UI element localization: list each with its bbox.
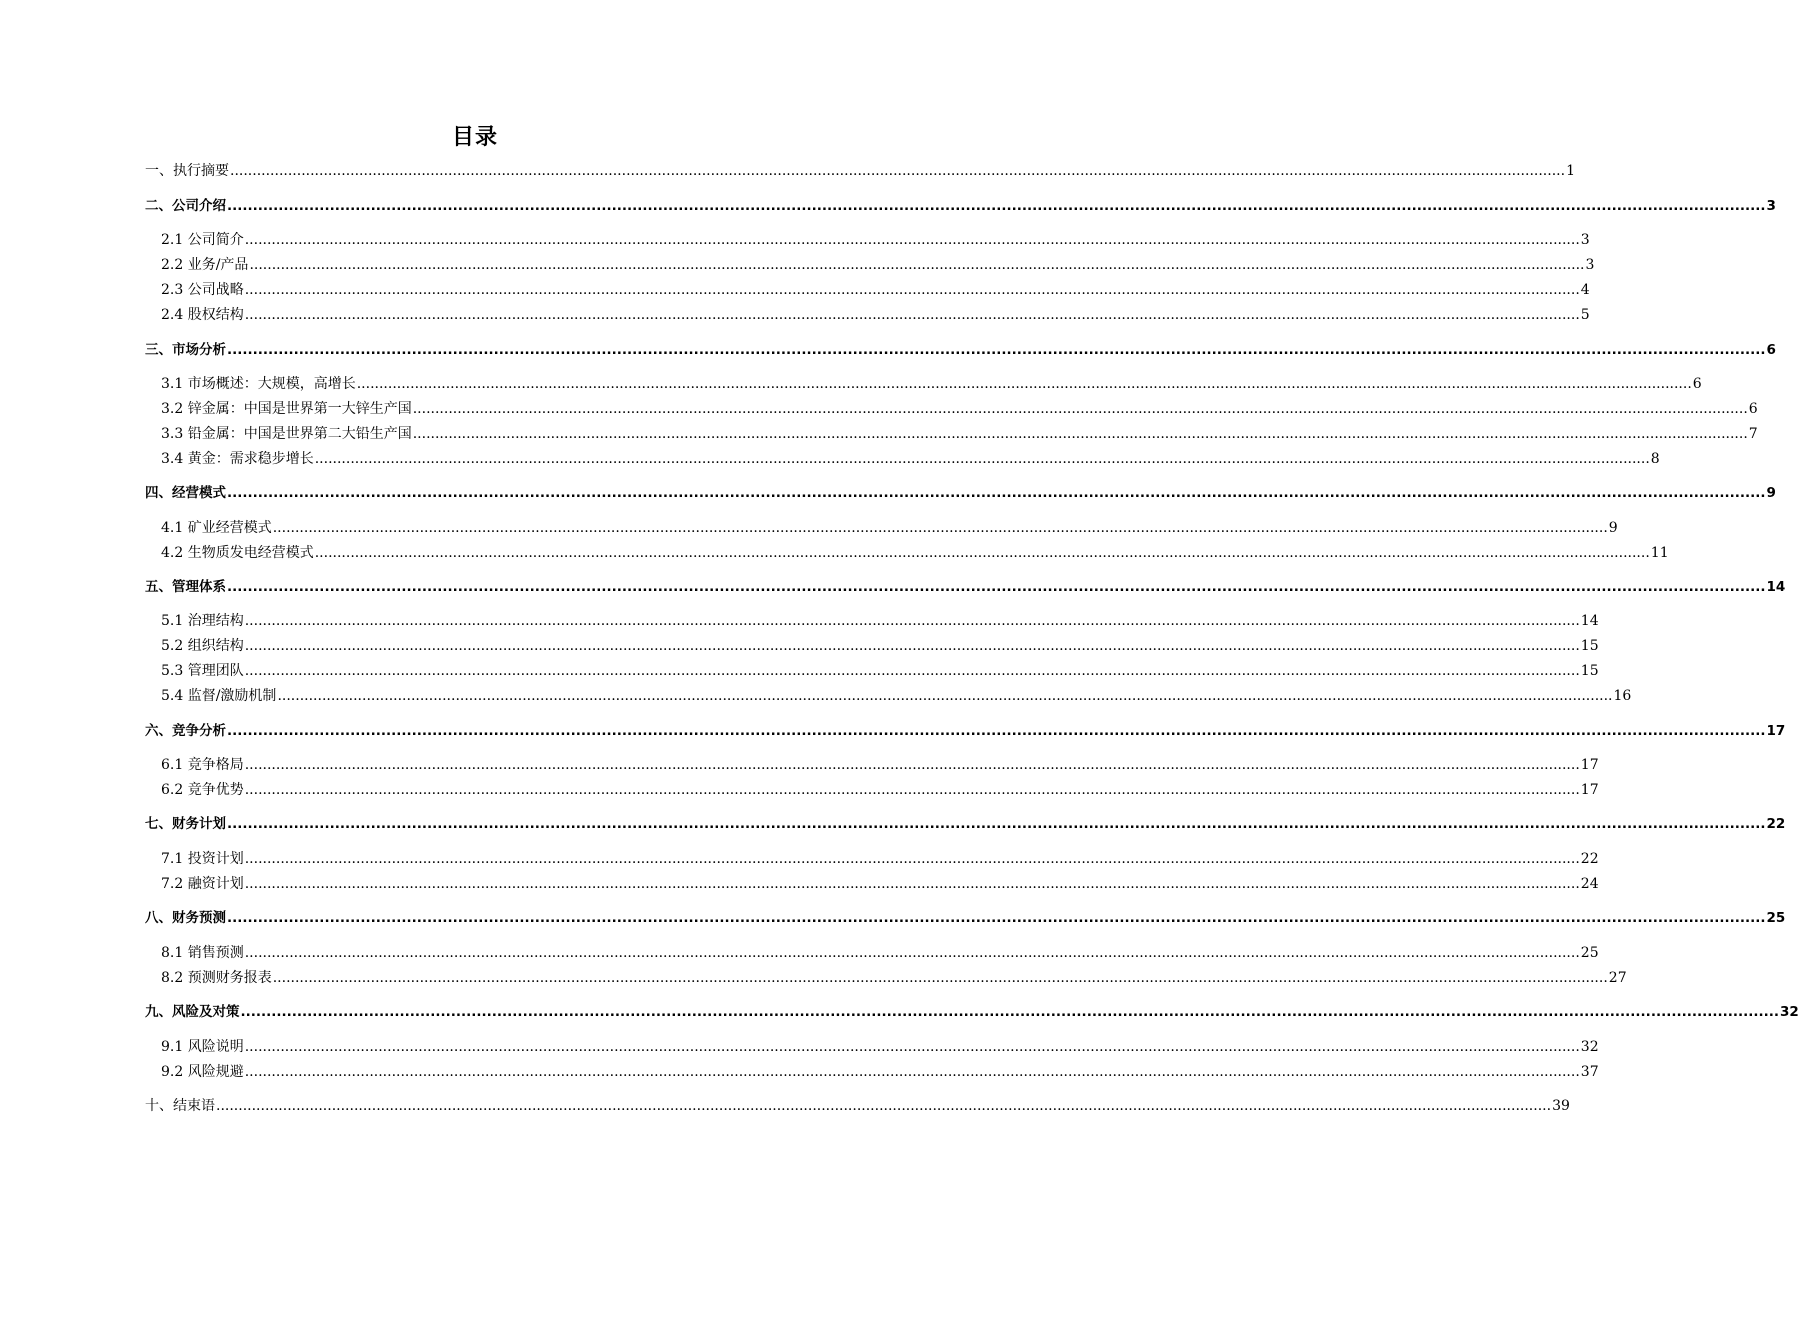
toc-title: 目录 — [451, 125, 498, 150]
toc-entry-label: 6.1 竞争格局 — [161, 757, 244, 773]
toc-entry-label: 7.1 投资计划 — [161, 851, 244, 867]
toc-chapter-entry[interactable] — [145, 161, 1575, 181]
toc-chapter-entry[interactable] — [145, 1002, 1799, 1022]
toc-dot-leader: ............................................................................................................................................................................................................................................................................................................ — [272, 970, 1608, 986]
toc-chapter-entry[interactable] — [145, 483, 1776, 503]
toc-page-number: 24 — [1580, 876, 1599, 892]
toc-dot-leader: ............................................................................................................................................................................................................................................................................................................ — [272, 520, 1608, 536]
toc-page-number: 6 — [1692, 376, 1702, 392]
toc-chapter-entry[interactable] — [145, 908, 1786, 928]
toc-dot-leader: ............................................................................................................................................................................................................................................................................................................ — [216, 1098, 1552, 1114]
toc-page-number: 8 — [1650, 451, 1660, 467]
toc-page-number: 14 — [1580, 613, 1599, 629]
toc-dot-leader: ............................................................................................................................................................................................................................................................................................................ — [277, 688, 1613, 704]
toc-page-number: 15 — [1580, 638, 1599, 654]
toc-dot-leader: ............................................................................................................................................................................................................................................................................................................ — [227, 723, 1766, 739]
toc-dot-leader: ............................................................................................................................................................................................................................................................................................................ — [412, 426, 1748, 442]
toc-section-entry[interactable] — [161, 780, 1599, 800]
toc-dot-leader: ............................................................................................................................................................................................................................................................................................................ — [227, 910, 1766, 926]
toc-entry-label: 5.4 监督/激励机制 — [161, 688, 277, 704]
toc-page-number: 3 — [1766, 198, 1776, 214]
toc-dot-leader: ............................................................................................................................................................................................................................................................................................................ — [244, 613, 1580, 629]
toc-dot-leader: ............................................................................................................................................................................................................................................................................................................ — [244, 638, 1580, 654]
toc-entry-label: 十、结束语 — [145, 1098, 215, 1114]
toc-entry-label: 5.1 治理结构 — [161, 613, 244, 629]
toc-entry-label: 二、公司介绍 — [145, 198, 226, 214]
toc-dot-leader: ............................................................................................................................................................................................................................................................................................................ — [230, 163, 1566, 179]
toc-entry-label: 2.3 公司战略 — [161, 282, 244, 298]
toc-entry-label: 8.1 销售预测 — [161, 945, 244, 961]
toc-section-entry[interactable] — [161, 661, 1599, 681]
toc-entry-label: 四、经营模式 — [145, 485, 226, 501]
toc-entry-label: 9.2 风险规避 — [161, 1064, 244, 1080]
toc-page-number: 11 — [1650, 545, 1669, 561]
toc-dot-leader: ............................................................................................................................................................................................................................................................................................................ — [244, 782, 1580, 798]
toc-entry-label: 3.1 市场概述：大规模，高增长 — [161, 376, 356, 392]
toc-section-entry[interactable] — [161, 255, 1595, 275]
toc-entry-label: 2.2 业务/产品 — [161, 257, 249, 273]
toc-page-number: 25 — [1580, 945, 1599, 961]
toc-section-entry[interactable] — [161, 449, 1660, 469]
toc-dot-leader: ............................................................................................................................................................................................................................................................................................................ — [356, 376, 1692, 392]
toc-page-number: 7 — [1748, 426, 1758, 442]
toc-page-number: 32 — [1780, 1004, 1799, 1020]
toc-dot-leader: ............................................................................................................................................................................................................................................................................................................ — [244, 307, 1580, 323]
toc-entry-label: 4.2 生物质发电经营模式 — [161, 545, 314, 561]
toc-page-number: 6 — [1766, 342, 1776, 358]
toc-section-entry[interactable] — [161, 874, 1599, 894]
toc-dot-leader: ............................................................................................................................................................................................................................................................................................................ — [412, 401, 1748, 417]
toc-section-entry[interactable] — [161, 399, 1758, 419]
toc-section-entry[interactable] — [161, 518, 1618, 538]
toc-chapter-entry[interactable] — [145, 577, 1786, 597]
toc-section-entry[interactable] — [161, 755, 1599, 775]
toc-entry-label: 九、风险及对策 — [145, 1004, 240, 1020]
toc-dot-leader: ............................................................................................................................................................................................................................................................................................................ — [227, 342, 1766, 358]
toc-page-number: 15 — [1580, 663, 1599, 679]
toc-page-number: 4 — [1580, 282, 1590, 298]
toc-page-number: 25 — [1766, 910, 1786, 926]
toc-entry-label: 五、管理体系 — [145, 579, 226, 595]
toc-section-entry[interactable] — [161, 611, 1599, 631]
toc-entry-label: 4.1 矿业经营模式 — [161, 520, 272, 536]
toc-section-entry[interactable] — [161, 968, 1627, 988]
toc-chapter-entry[interactable] — [145, 196, 1776, 216]
toc-section-entry[interactable] — [161, 1037, 1599, 1057]
toc-page-number: 27 — [1608, 970, 1627, 986]
toc-page-number: 5 — [1580, 307, 1590, 323]
toc-entry-label: 一、执行摘要 — [145, 163, 229, 179]
toc-entry-label: 3.4 黄金：需求稳步增长 — [161, 451, 314, 467]
toc-dot-leader: ............................................................................................................................................................................................................................................................................................................ — [227, 579, 1766, 595]
toc-page-number: 1 — [1566, 163, 1575, 179]
toc-dot-leader: ............................................................................................................................................................................................................................................................................................................ — [227, 198, 1766, 214]
toc-dot-leader: ............................................................................................................................................................................................................................................................................................................ — [314, 545, 1650, 561]
toc-page-number: 3 — [1580, 232, 1590, 248]
toc-entry-label: 5.2 组织结构 — [161, 638, 244, 654]
toc-section-entry[interactable] — [161, 374, 1702, 394]
toc-section-entry[interactable] — [161, 943, 1599, 963]
toc-dot-leader: ............................................................................................................................................................................................................................................................................................................ — [244, 945, 1580, 961]
toc-entry-label: 2.4 股权结构 — [161, 307, 244, 323]
toc-entry-label: 7.2 融资计划 — [161, 876, 244, 892]
toc-section-entry[interactable] — [161, 1062, 1599, 1082]
toc-page-number: 17 — [1580, 782, 1599, 798]
toc-entry-label: 9.1 风险说明 — [161, 1039, 244, 1055]
toc-page-number: 16 — [1613, 688, 1632, 704]
toc-page-number: 39 — [1552, 1098, 1570, 1114]
toc-entry-label: 2.1 公司简介 — [161, 232, 244, 248]
toc-dot-leader: ............................................................................................................................................................................................................................................................................................................ — [244, 232, 1580, 248]
toc-dot-leader: ............................................................................................................................................................................................................................................................................................................ — [244, 663, 1580, 679]
toc-section-entry[interactable] — [161, 424, 1758, 444]
toc-dot-leader: ............................................................................................................................................................................................................................................................................................................ — [244, 1039, 1580, 1055]
toc-page-number: 22 — [1580, 851, 1599, 867]
toc-page-number: 37 — [1580, 1064, 1599, 1080]
toc-page-number: 32 — [1580, 1039, 1599, 1055]
toc-entry-label: 六、竞争分析 — [145, 723, 226, 739]
toc-chapter-entry[interactable] — [145, 1096, 1570, 1116]
toc-dot-leader: ............................................................................................................................................................................................................................................................................................................ — [244, 851, 1580, 867]
toc-dot-leader: ............................................................................................................................................................................................................................................................................................................ — [244, 876, 1580, 892]
toc-chapter-entry[interactable] — [145, 340, 1776, 360]
toc-dot-leader: ............................................................................................................................................................................................................................................................................................................ — [244, 757, 1580, 773]
toc-dot-leader: ............................................................................................................................................................................................................................................................................................................ — [244, 1064, 1580, 1080]
toc-page-number: 22 — [1766, 816, 1786, 832]
toc-section-entry[interactable] — [161, 636, 1599, 656]
toc-dot-leader: ............................................................................................................................................................................................................................................................................................................ — [240, 1004, 1780, 1020]
toc-page-number: 9 — [1608, 520, 1618, 536]
toc-entry-label: 七、财务计划 — [145, 816, 226, 832]
toc-page-number: 9 — [1766, 485, 1776, 501]
toc-entry-label: 八、财务预测 — [145, 910, 226, 926]
toc-page-number: 6 — [1748, 401, 1758, 417]
toc-page-number: 14 — [1766, 579, 1786, 595]
toc-section-entry[interactable] — [161, 305, 1590, 325]
toc-entry-label: 8.2 预测财务报表 — [161, 970, 272, 986]
toc-entry-label: 3.3 铅金属：中国是世界第二大铅生产国 — [161, 426, 412, 442]
toc-dot-leader: ............................................................................................................................................................................................................................................................................................................ — [249, 257, 1585, 273]
toc-chapter-entry[interactable] — [145, 814, 1786, 834]
toc-dot-leader: ............................................................................................................................................................................................................................................................................................................ — [227, 485, 1766, 501]
toc-entry-label: 三、市场分析 — [145, 342, 226, 358]
toc-page-number: 17 — [1766, 723, 1786, 739]
toc-page-number: 3 — [1585, 257, 1595, 273]
toc-section-entry[interactable] — [161, 280, 1590, 300]
toc-entry-label: 6.2 竞争优势 — [161, 782, 244, 798]
toc-entry-label: 3.2 锌金属：中国是世界第一大锌生产国 — [161, 401, 412, 417]
toc-section-entry[interactable] — [161, 543, 1669, 563]
toc-section-entry[interactable] — [161, 849, 1599, 869]
toc-dot-leader: ............................................................................................................................................................................................................................................................................................................ — [314, 451, 1650, 467]
toc-entry-label: 5.3 管理团队 — [161, 663, 244, 679]
toc-chapter-entry[interactable] — [145, 721, 1786, 741]
toc-section-entry[interactable] — [161, 230, 1590, 250]
toc-dot-leader: ............................................................................................................................................................................................................................................................................................................ — [244, 282, 1580, 298]
toc-dot-leader: ............................................................................................................................................................................................................................................................................................................ — [227, 816, 1766, 832]
toc-section-entry[interactable] — [161, 686, 1632, 706]
toc-page-number: 17 — [1580, 757, 1599, 773]
